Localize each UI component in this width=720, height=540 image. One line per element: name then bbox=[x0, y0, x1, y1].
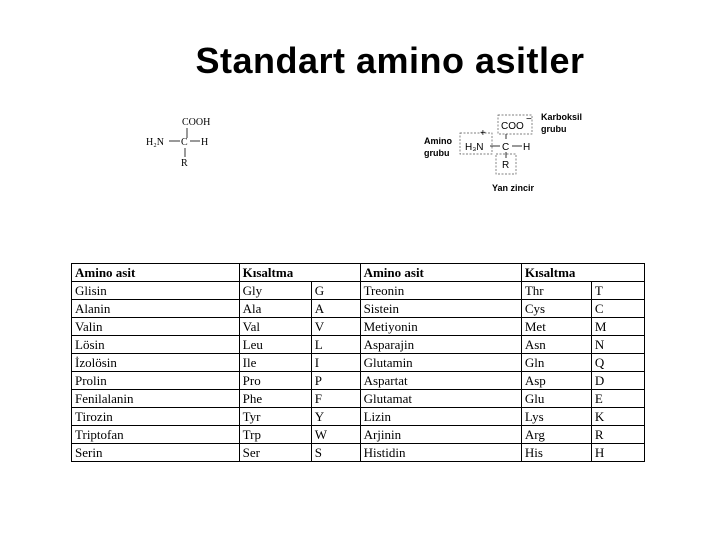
amino-acid-name: Metiyonin bbox=[360, 318, 521, 336]
side-chain-group-label: Yan zincir bbox=[492, 183, 535, 193]
amino-acid-name: Valin bbox=[72, 318, 240, 336]
side-chain-label: R bbox=[502, 160, 510, 171]
table-row bbox=[72, 390, 645, 408]
three-letter-code: Lys bbox=[521, 408, 591, 426]
side-chain-label: R bbox=[181, 158, 188, 169]
amino-acid-name: Sistein bbox=[360, 300, 521, 318]
three-letter-code: Arg bbox=[521, 426, 591, 444]
amino-acid-structure-zwitterion bbox=[420, 108, 583, 198]
one-letter-code: C bbox=[591, 300, 644, 318]
header-amino-acid: Amino asit bbox=[72, 264, 240, 282]
amino-acid-structure-neutral bbox=[140, 108, 240, 173]
three-letter-code: Phe bbox=[239, 390, 311, 408]
one-letter-code: A bbox=[311, 300, 360, 318]
carboxylate-label: COO bbox=[501, 121, 524, 132]
amino-acid-name: Lösin bbox=[72, 336, 240, 354]
table-row bbox=[72, 282, 645, 300]
carboxylate-charge: − bbox=[526, 114, 532, 125]
three-letter-code: Gly bbox=[239, 282, 311, 300]
header-abbreviation: Kısaltma bbox=[239, 264, 360, 282]
amino-group-label-2: grubu bbox=[424, 148, 450, 158]
three-letter-code: Asn bbox=[521, 336, 591, 354]
three-letter-code: His bbox=[521, 444, 591, 462]
one-letter-code: I bbox=[311, 354, 360, 372]
alpha-carbon-label: C bbox=[181, 137, 188, 148]
amino-acid-name: Aspartat bbox=[360, 372, 521, 390]
amino-acid-name: Histidin bbox=[360, 444, 521, 462]
alpha-carbon-label: C bbox=[502, 142, 510, 153]
amino-acid-name: Triptofan bbox=[72, 426, 240, 444]
amino-acid-table bbox=[71, 263, 645, 462]
three-letter-code: Ala bbox=[239, 300, 311, 318]
one-letter-code: W bbox=[311, 426, 360, 444]
header-abbreviation: Kısaltma bbox=[521, 264, 644, 282]
one-letter-code: P bbox=[311, 372, 360, 390]
one-letter-code: M bbox=[591, 318, 644, 336]
amino-label: H₂N bbox=[146, 137, 164, 148]
ammonium-charge: + bbox=[480, 128, 486, 139]
table-row bbox=[72, 372, 645, 390]
three-letter-code: Gln bbox=[521, 354, 591, 372]
amino-acid-name: Tirozin bbox=[72, 408, 240, 426]
carboxyl-group-label-2: grubu bbox=[541, 124, 567, 134]
table-row bbox=[72, 426, 645, 444]
one-letter-code: Q bbox=[591, 354, 644, 372]
one-letter-code: S bbox=[311, 444, 360, 462]
ammonium-label: H₃N bbox=[465, 142, 484, 153]
amino-acid-name: Glutamin bbox=[360, 354, 521, 372]
carboxyl-label: COOH bbox=[182, 117, 211, 128]
one-letter-code: N bbox=[591, 336, 644, 354]
three-letter-code: Ile bbox=[239, 354, 311, 372]
one-letter-code: L bbox=[311, 336, 360, 354]
amino-group-label-1: Amino bbox=[424, 136, 452, 146]
hydrogen-label: H bbox=[523, 142, 531, 153]
one-letter-code: Y bbox=[311, 408, 360, 426]
header-amino-acid: Amino asit bbox=[360, 264, 521, 282]
amino-acid-name: Fenilalanin bbox=[72, 390, 240, 408]
three-letter-code: Asp bbox=[521, 372, 591, 390]
three-letter-code: Met bbox=[521, 318, 591, 336]
slide-title: Standart amino asitler bbox=[195, 40, 585, 81]
one-letter-code: F bbox=[311, 390, 360, 408]
table-header-row bbox=[72, 264, 645, 282]
amino-acid-name: Lizin bbox=[360, 408, 521, 426]
amino-acid-name: Asparajin bbox=[360, 336, 521, 354]
amino-acid-name: İzolösin bbox=[72, 354, 240, 372]
amino-acid-name: Glisin bbox=[72, 282, 240, 300]
three-letter-code: Cys bbox=[521, 300, 591, 318]
carboxyl-group-label-1: Karboksil bbox=[541, 112, 583, 122]
one-letter-code: H bbox=[591, 444, 644, 462]
amino-acid-name: Glutamat bbox=[360, 390, 521, 408]
one-letter-code: D bbox=[591, 372, 644, 390]
amino-acid-name: Treonin bbox=[360, 282, 521, 300]
hydrogen-label: H bbox=[201, 137, 209, 148]
one-letter-code: V bbox=[311, 318, 360, 336]
three-letter-code: Glu bbox=[521, 390, 591, 408]
table-row bbox=[72, 336, 645, 354]
one-letter-code: T bbox=[591, 282, 644, 300]
table-row bbox=[72, 408, 645, 426]
one-letter-code: K bbox=[591, 408, 644, 426]
table-row bbox=[72, 354, 645, 372]
three-letter-code: Leu bbox=[239, 336, 311, 354]
table-row bbox=[72, 318, 645, 336]
amino-acid-name: Arjinin bbox=[360, 426, 521, 444]
table-row bbox=[72, 444, 645, 462]
amino-acid-name: Alanin bbox=[72, 300, 240, 318]
three-letter-code: Pro bbox=[239, 372, 311, 390]
table-row bbox=[72, 300, 645, 318]
one-letter-code: G bbox=[311, 282, 360, 300]
three-letter-code: Trp bbox=[239, 426, 311, 444]
amino-acid-name: Serin bbox=[72, 444, 240, 462]
three-letter-code: Thr bbox=[521, 282, 591, 300]
one-letter-code: R bbox=[591, 426, 644, 444]
three-letter-code: Ser bbox=[239, 444, 311, 462]
amino-acid-name: Prolin bbox=[72, 372, 240, 390]
one-letter-code: E bbox=[591, 390, 644, 408]
three-letter-code: Tyr bbox=[239, 408, 311, 426]
three-letter-code: Val bbox=[239, 318, 311, 336]
